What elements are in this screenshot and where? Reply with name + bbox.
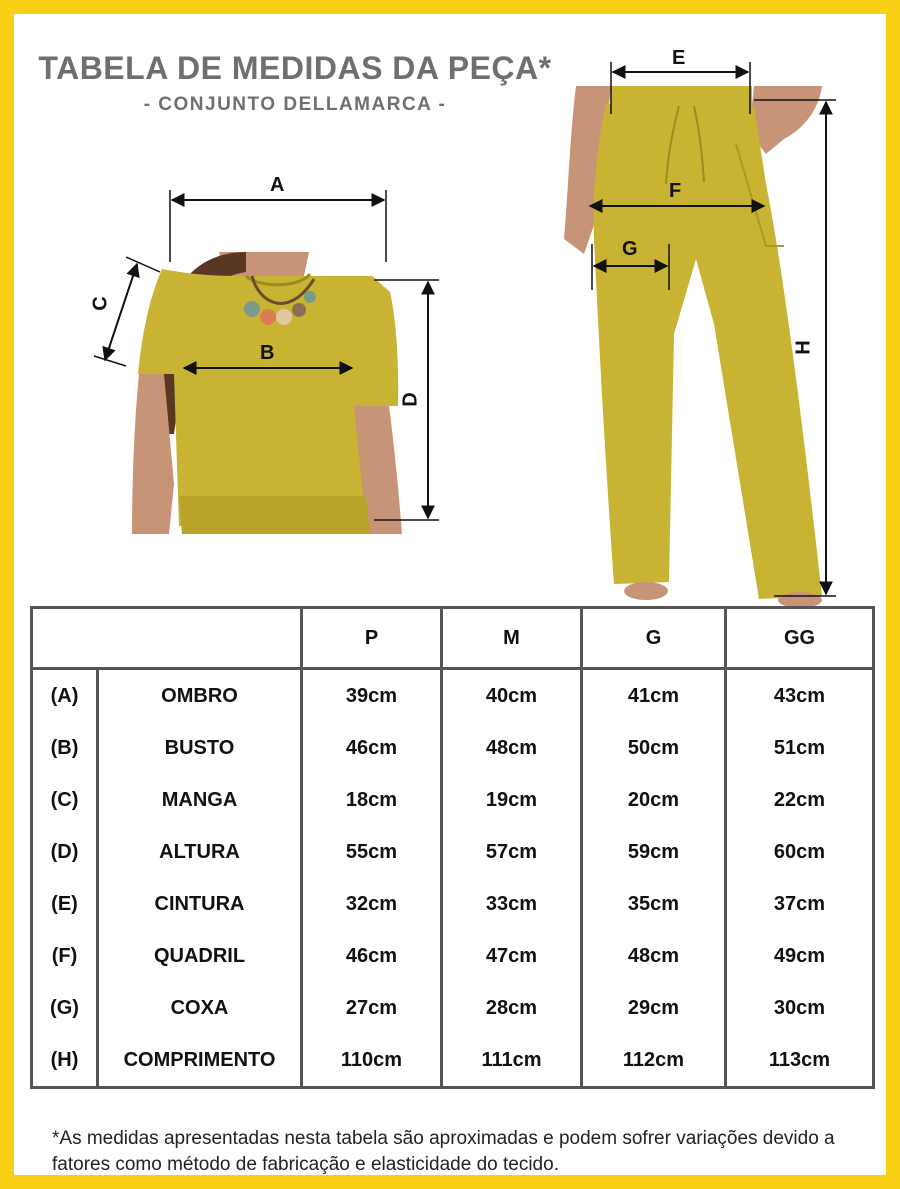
value-cell: 113cm: [726, 1034, 874, 1088]
tshirt-hem-layer: [179, 496, 370, 534]
table-row: [32, 826, 874, 878]
table-row: [32, 722, 874, 774]
pants-body: [594, 104, 822, 599]
value-cell: 30cm: [726, 982, 874, 1034]
value-cell: 48cm: [442, 722, 582, 774]
value-cell: 50cm: [582, 722, 726, 774]
value-cell: 41cm: [582, 669, 726, 723]
value-cell: 39cm: [302, 669, 442, 723]
value-cell: 33cm: [442, 878, 582, 930]
row-code: (C): [32, 774, 98, 826]
row-code: (D): [32, 826, 98, 878]
model-left-foot: [624, 582, 668, 600]
size-header-p: P: [302, 608, 442, 669]
size-header-row: [32, 608, 874, 669]
row-name: MANGA: [98, 774, 302, 826]
row-name: COXA: [98, 982, 302, 1034]
value-cell: 57cm: [442, 826, 582, 878]
page-subtitle: - CONJUNTO DELLAMARCA -: [143, 94, 447, 115]
model-pants-right-arm: [749, 86, 822, 154]
tshirt-body: [138, 269, 398, 526]
row-name: CINTURA: [98, 878, 302, 930]
row-name: BUSTO: [98, 722, 302, 774]
value-cell: 55cm: [302, 826, 442, 878]
value-cell: 60cm: [726, 826, 874, 878]
measure-label-b: B: [260, 342, 275, 364]
row-code: (E): [32, 878, 98, 930]
row-name: ALTURA: [98, 826, 302, 878]
table-row: [32, 1034, 874, 1088]
measure-label-f: F: [669, 180, 682, 202]
table-row: [32, 930, 874, 982]
header-blank-cell: [32, 608, 302, 669]
value-cell: 112cm: [582, 1034, 726, 1088]
row-name: COMPRIMENTO: [98, 1034, 302, 1088]
size-table: [30, 606, 875, 1089]
value-cell: 19cm: [442, 774, 582, 826]
garment-illustration: [14, 14, 900, 614]
row-name: QUADRIL: [98, 930, 302, 982]
table-row: [32, 669, 874, 723]
size-header-m: M: [442, 608, 582, 669]
measurement-line-a: [170, 190, 386, 262]
measure-label-g: G: [622, 238, 638, 260]
table-row: [32, 878, 874, 930]
measure-label-c: C: [89, 296, 112, 311]
table-row: [32, 982, 874, 1034]
value-cell: 29cm: [582, 982, 726, 1034]
footnote: *As medidas apresentadas nesta tabela são aproximadas e podem sofrer variações devido a fatores como método de fabricação e elasticidade do tecido.: [52, 1128, 835, 1175]
value-cell: 20cm: [582, 774, 726, 826]
value-cell: 40cm: [442, 669, 582, 723]
tshirt-model-photo: [132, 252, 402, 534]
measure-label-a: A: [270, 174, 285, 196]
measure-label-h: H: [792, 340, 815, 355]
row-code: (A): [32, 669, 98, 723]
value-cell: 43cm: [726, 669, 874, 723]
row-code: (H): [32, 1034, 98, 1088]
row-code: (G): [32, 982, 98, 1034]
value-cell: 110cm: [302, 1034, 442, 1088]
value-cell: 18cm: [302, 774, 442, 826]
value-cell: 35cm: [582, 878, 726, 930]
value-cell: 49cm: [726, 930, 874, 982]
value-cell: 32cm: [302, 878, 442, 930]
size-header-gg: GG: [726, 608, 874, 669]
value-cell: 111cm: [442, 1034, 582, 1088]
value-cell: 22cm: [726, 774, 874, 826]
size-header-g: G: [582, 608, 726, 669]
measure-label-e: E: [672, 47, 686, 69]
value-cell: 47cm: [442, 930, 582, 982]
table-row: [32, 774, 874, 826]
value-cell: 28cm: [442, 982, 582, 1034]
value-cell: 46cm: [302, 930, 442, 982]
row-code: (F): [32, 930, 98, 982]
value-cell: 46cm: [302, 722, 442, 774]
value-cell: 37cm: [726, 878, 874, 930]
value-cell: 51cm: [726, 722, 874, 774]
value-cell: 27cm: [302, 982, 442, 1034]
row-name: OMBRO: [98, 669, 302, 723]
measure-label-d: D: [399, 392, 422, 407]
pants-model-photo: [564, 86, 822, 608]
row-code: (B): [32, 722, 98, 774]
value-cell: 59cm: [582, 826, 726, 878]
page-title: TABELA DE MEDIDAS DA PEÇA*: [38, 50, 552, 86]
value-cell: 48cm: [582, 930, 726, 982]
